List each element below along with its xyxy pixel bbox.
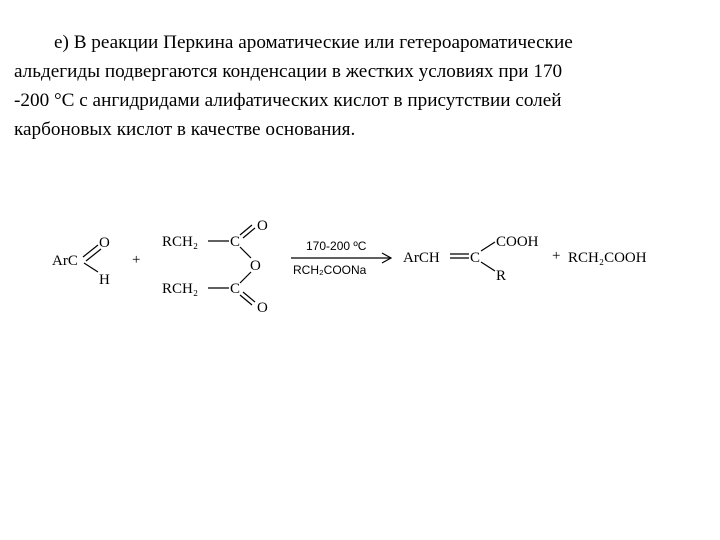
anhydride-bridge-oxygen: O [250, 258, 261, 274]
aldehyde-oxygen: O [99, 235, 110, 251]
paragraph-line-2: альдегиды подвергаются конденсации в жестких условиях при 170 [14, 61, 563, 82]
aldehyde-double-bond-1 [83, 245, 98, 257]
product-r-bond [481, 262, 495, 271]
byproduct-acid: RCH₂COOH [568, 250, 647, 266]
description-paragraph [14, 28, 714, 144]
anhydride-top-double-2 [243, 228, 255, 238]
arrow-condition-catalyst: RCH₂COONa [293, 263, 367, 277]
product-arch: ArCH [403, 250, 440, 266]
anhydride-oxygen-top: O [257, 218, 268, 234]
paragraph-line-3: -200 °С с ангидридами алифатических кислот в присутствии солей [14, 90, 562, 111]
anhydride-bottom-double-2 [243, 292, 255, 302]
plus-sign-2: + [552, 248, 561, 264]
plus-sign-1: + [132, 252, 141, 268]
aldehyde-arc: ArC [52, 253, 78, 269]
product-carbon: C [470, 250, 481, 266]
anhydride-rch2-top: RCH₂ [162, 234, 199, 250]
anhydride-carbon-top: C [230, 234, 241, 250]
arrow-condition-temperature: 170-200 ºС [306, 239, 367, 253]
paragraph-line-4: карбоновых кислот в качестве основания. [14, 119, 356, 140]
product-cooh-bond [481, 242, 495, 251]
anhydride-carbon-bottom: C [230, 281, 241, 297]
aldehyde-h-bond [84, 263, 98, 272]
product-cooh: COOH [496, 234, 539, 250]
anhydride-top-double-1 [240, 225, 252, 235]
perkin-reaction-scheme [0, 200, 720, 330]
aldehyde-hydrogen: H [99, 272, 110, 288]
paragraph-line-1: е) В реакции Перкина ароматические или гетероароматические [54, 32, 573, 53]
product-r-group: R [496, 268, 507, 284]
anhydride-bottom-bridge-bond [240, 272, 251, 283]
anhydride-top-bridge-bond [240, 247, 251, 258]
anhydride-rch2-bottom: RCH₂ [162, 281, 199, 297]
anhydride-bottom-double-1 [240, 295, 252, 305]
anhydride-oxygen-bottom: O [257, 300, 268, 316]
